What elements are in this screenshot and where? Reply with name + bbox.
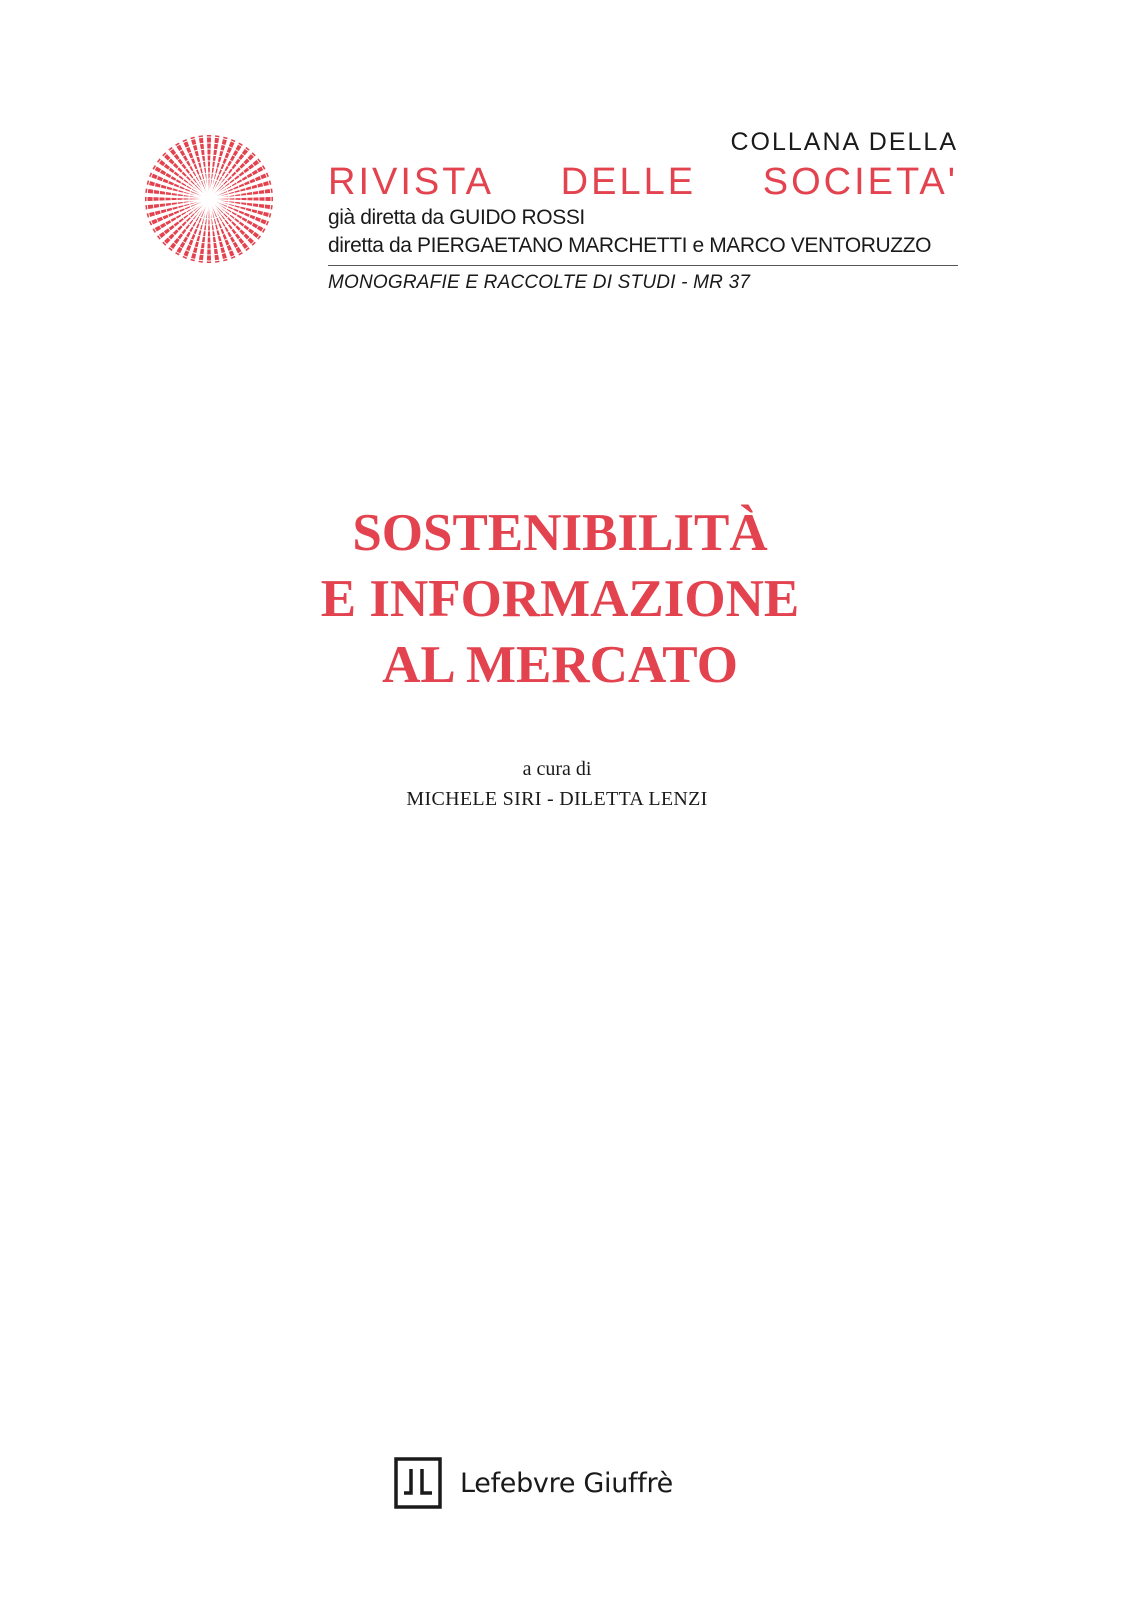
current-editors: diretta da PIERGAETANO MARCHETTI e MARCO VENTORUZZO [328,234,932,257]
curators-block [0,754,1114,814]
book-title-line: AL MERCATO [382,636,738,694]
curator-names: MICHELE SIRI - DILETTA LENZI [406,788,708,810]
sub-series-label: MONOGRAFIE E RACCOLTE DI STUDI - MR 37 [328,272,751,293]
publisher-name: Lefebvre Giuffrè [460,1467,673,1499]
book-title [0,500,1120,698]
former-editor: già diretta da GUIDO ROSSI [328,206,585,229]
sunburst-emblem-icon [143,133,275,265]
series-label: COLLANA DELLA [730,128,958,156]
journal-title [328,160,958,204]
publisher-mark [394,1455,673,1511]
publisher-logo-icon [394,1457,442,1509]
journal-title-word: RIVISTA [328,161,494,203]
journal-title-word: DELLE [560,161,697,203]
series-header [328,126,958,296]
book-title-line: E INFORMAZIONE [320,570,800,628]
curated-by-label: a cura di [522,758,592,780]
journal-title-word: SOCIETA' [762,161,958,203]
header-divider [328,265,958,266]
book-title-line: SOSTENIBILITÀ [352,504,768,562]
